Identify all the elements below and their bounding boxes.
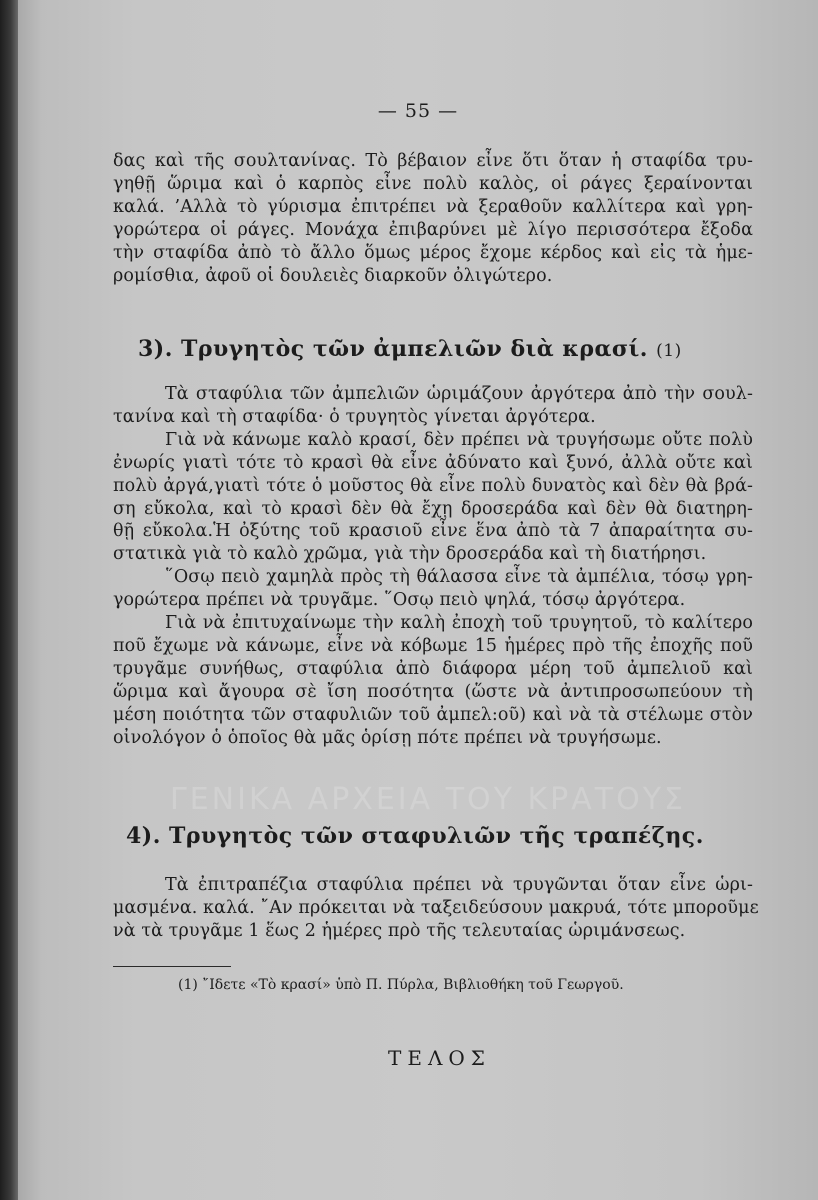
text-line: καλά. ’Αλλὰ τὸ γύρισμα ἐπιτρέπει νὰ ξεραθοῦν καλλίτερα καὶ γρη- (113, 196, 753, 217)
text-line: ἐνωρίς γιατὶ τότε τὸ κρασὶ θὰ εἶνε ἀδύνατο καὶ ξυνό, ἀλλὰ οὔτε καὶ (113, 452, 753, 473)
section-3-heading (138, 336, 682, 362)
text-line: ὥριμα καὶ ἄγουρα σὲ ἴση ποσότητα (ὥστε νὰ ἀντιπροσωπεύουν τὴ (113, 681, 753, 702)
text-line: τανίνα καὶ τὴ σταφίδα· ὁ τρυγητὸς γίνεται ἀργότερα. (113, 406, 596, 427)
page-number: — 55 — (377, 100, 459, 122)
text-line: γορώτερα οἱ ράγες. Μονάχα ἐπιβαρύνει μὲ λίγο περισσότερα ἔξοδα (113, 219, 753, 240)
text-line: νὰ τὰ τρυγᾶμε 1 ἕως 2 ἡμέρες πρὸ τῆς τελευταίας ὡριμάνσεως. (113, 920, 686, 941)
text-line: οἰνολόγον ὁ ὁποῖος θὰ μᾶς ὁρίσῃ πότε πρέπει νὰ τρυγήσωμε. (113, 727, 662, 748)
book-spine-shadow (0, 0, 18, 1200)
text-line: γηθῇ ὥριμα καὶ ὁ καρπὸς εἶνε πολὺ καλὸς, οἱ ράγες ξεραίνονται (113, 173, 753, 194)
book-page (18, 0, 818, 1200)
intro-paragraph (113, 150, 753, 287)
heading-text: 4). Τρυγητὸς τῶν σταφυλιῶν τῆς τραπέζης. (126, 823, 704, 849)
section-3-body (113, 383, 753, 750)
text-line: ῞Οσῳ πειὸ χαμηλὰ πρὸς τὴ θάλασσα εἶνε τὰ ἀμπέλια, τόσῳ γρη- (165, 567, 753, 588)
text-line: δας καὶ τῆς σουλτανίνας. Τὸ βέβαιον εἶνε ὅτι ὅταν ἡ σταφίδα τρυ- (113, 151, 753, 171)
text-line: πολὺ ἀργά,γιατὶ τότε ὁ μοῦστος θὰ εἶνε πολὺ δυνατὸς καὶ δὲν θὰ βρά- (113, 475, 753, 496)
text-line: Γιὰ νὰ ἐπιτυχαίνωμε τὴν καλὴ ἐποχὴ τοῦ τρυγητοῦ, τὸ καλίτερο (165, 613, 753, 634)
text-line: θῇ εὔκολα.Ἡ ὀξύτης τοῦ κρασιοῦ εἶνε ἕνα ἀπὸ τὰ 7 ἀπαραίτητα συ- (113, 521, 753, 542)
end-word: ΤΕΛΟΣ (388, 1046, 491, 1070)
text-line: Γιὰ νὰ κάνωμε καλὸ κρασί, δὲν πρέπει νὰ τρυγήσωμε οὔτε πολὺ (165, 429, 753, 450)
text-line: γορώτερα πρέπει νὰ τρυγᾶμε. ῞Οσῳ πειὸ ψηλά, τόσῳ ἀργότερα. (113, 590, 686, 611)
text-line: ρομίσθια, ἀφοῦ οἱ δουλειὲς διαρκοῦν ὀλιγώτερο. (113, 265, 553, 286)
section-4-heading (126, 823, 704, 849)
footnote: (1) ῎Ιδετε «Τὸ κρασί» ὑπὸ Π. Πύρλα, Βιβλιοθήκη τοῦ Γεωργοῦ. (178, 977, 624, 993)
footnote-divider (113, 966, 231, 967)
text-line: ση εὔκολα, καὶ τὸ κρασὶ δὲν θὰ ἔχῃ δροσεράδα καὶ δὲν θὰ διατηρη- (113, 498, 753, 519)
text-line: Τὰ σταφύλια τῶν ἀμπελιῶν ὡριμάζουν ἀργότερα ἀπὸ τὴν σουλ- (165, 384, 753, 404)
section-4-body (113, 874, 759, 943)
text-line: μασμένα. καλά. ῎Αν πρόκειται νὰ ταξειδεύσουν μακρυά, τότε μποροῦμε (113, 897, 759, 918)
footnote-marker: (1) (656, 341, 682, 361)
text-line: τρυγᾶμε συνήθως, σταφύλια ἀπὸ διάφορα μέρη τοῦ ἀμπελιοῦ καὶ (113, 658, 753, 679)
text-line: ποῦ ἔχωμε νὰ κάνωμε, εἶνε νὰ κόβωμε 15 ἡμέρες πρὸ τῆς ἐποχῆς ποῦ (113, 635, 753, 656)
text-line: μέση ποιότητα τῶν σταφυλιῶν τοῦ ἀμπελ:οῦ) καὶ νὰ τὰ στέλωμε στὸν (113, 704, 753, 725)
archive-watermark: ΓΕΝΙΚΑ ΑΡΧΕΙΑ ΤΟΥ ΚΡΑΤΟΥΣ (169, 782, 687, 817)
text-line: στατικὰ γιὰ τὸ καλὸ χρῶμα, γιὰ τὴν δροσεράδα καὶ τὴ διατήρησι. (113, 544, 707, 565)
text-line: Τὰ ἐπιτραπέζια σταφύλια πρέπει νὰ τρυγῶνται ὅταν εἶνε ὡρι- (165, 875, 753, 895)
heading-text: 3). Τρυγητὸς τῶν ἀμπελιῶν διὰ κρασί. (138, 336, 648, 362)
text-line: τὴν σταφίδα ἀπὸ τὸ ἄλλο ὅμως μέρος ἔχομε κέρδος καὶ εἰς τὰ ἡμε- (113, 242, 753, 263)
